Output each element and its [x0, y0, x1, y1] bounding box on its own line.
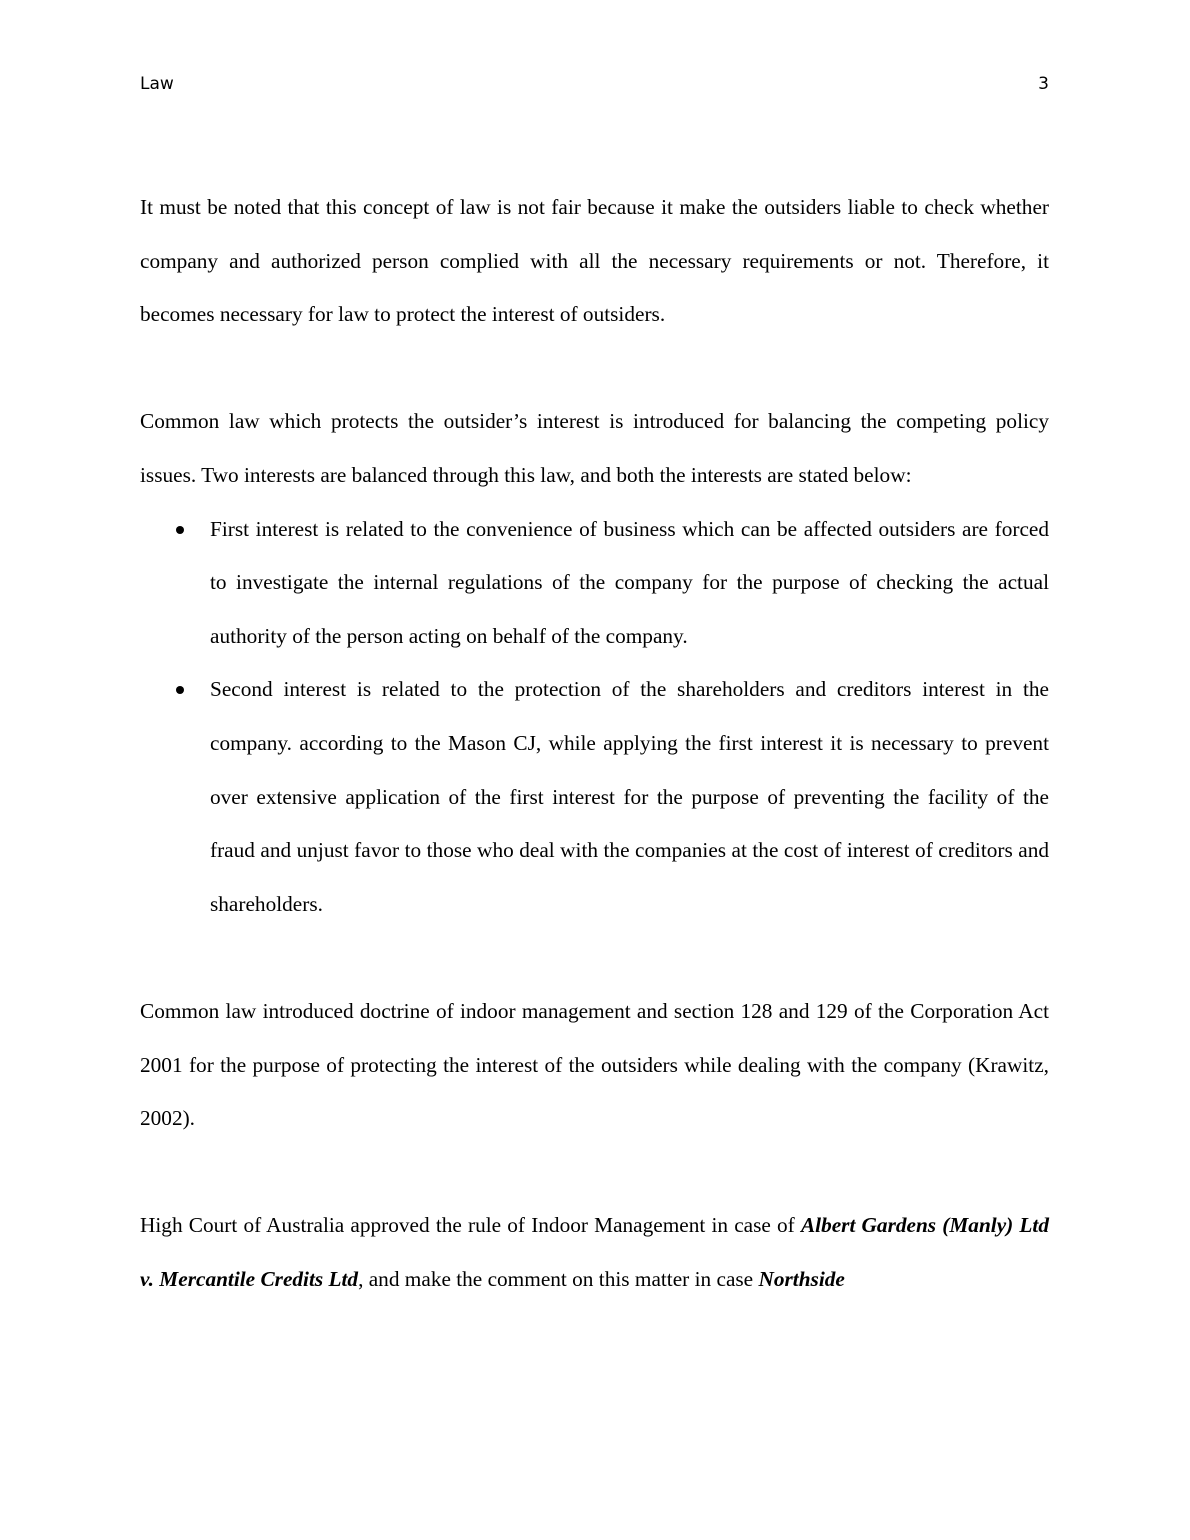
interests-list	[140, 503, 1049, 932]
paragraph-fairness: It must be noted that this concept of law is not fair because it make the outsiders liable to check whether company and authorized person complied with all the necessary requirements or not. Therefore, it becomes necessary for law to protect the interest of outsiders.	[140, 195, 1049, 327]
header-title: Law	[140, 74, 174, 94]
page-header	[140, 71, 1049, 97]
list-item-text: First interest is related to the convenience of business which can be affected outsiders are forced to investigate the internal regulations of the company for the purpose of checking the actual authority of the person acting on behalf of the company.	[210, 516, 1049, 648]
paragraph-high-court	[140, 1199, 1049, 1306]
text-run: High Court of Australia approved the rule of Indoor Management in case of	[140, 1213, 801, 1238]
paragraph-indoor-management: Common law introduced doctrine of indoor management and section 128 and 129 of the Corporation Act 2001 for the purpose of protecting the interest of the outsiders while dealing with the company (Krawitz, 2002).	[140, 998, 1049, 1131]
text-run: , and make the comment on this matter in case	[358, 1266, 759, 1291]
list-item-first-interest	[140, 503, 1049, 664]
list-item-text: Second interest is related to the protection of the shareholders and creditors interest in the company. according to the Mason CJ, while applying the first interest it is necessary to prevent over extensive application of the first interest for the purpose of preventing the facility of the fraud and unjust favor to those who deal with the companies at the cost of interest of creditors and shareholders.	[210, 677, 1049, 916]
paragraph-spacer	[140, 1146, 1049, 1200]
bullet-icon	[176, 686, 184, 694]
paragraph-spacer	[140, 931, 1049, 985]
paragraph-common-law-balance: Common law which protects the outsider’s interest is introduced for balancing the competing policy issues. Two interests are balanced through this law, and both the interests are stated below:	[140, 409, 1049, 487]
list-item-second-interest	[140, 663, 1049, 931]
case-name-northside: Northside	[758, 1266, 845, 1291]
page-number: 3	[1038, 74, 1049, 94]
paragraph-spacer	[140, 342, 1049, 396]
case-name-albert-gardens: Albert Gardens (Manly) Ltd v. Mercantile Credits Ltd	[140, 1213, 1049, 1291]
bullet-icon	[176, 526, 184, 534]
document-body	[140, 181, 1049, 1306]
